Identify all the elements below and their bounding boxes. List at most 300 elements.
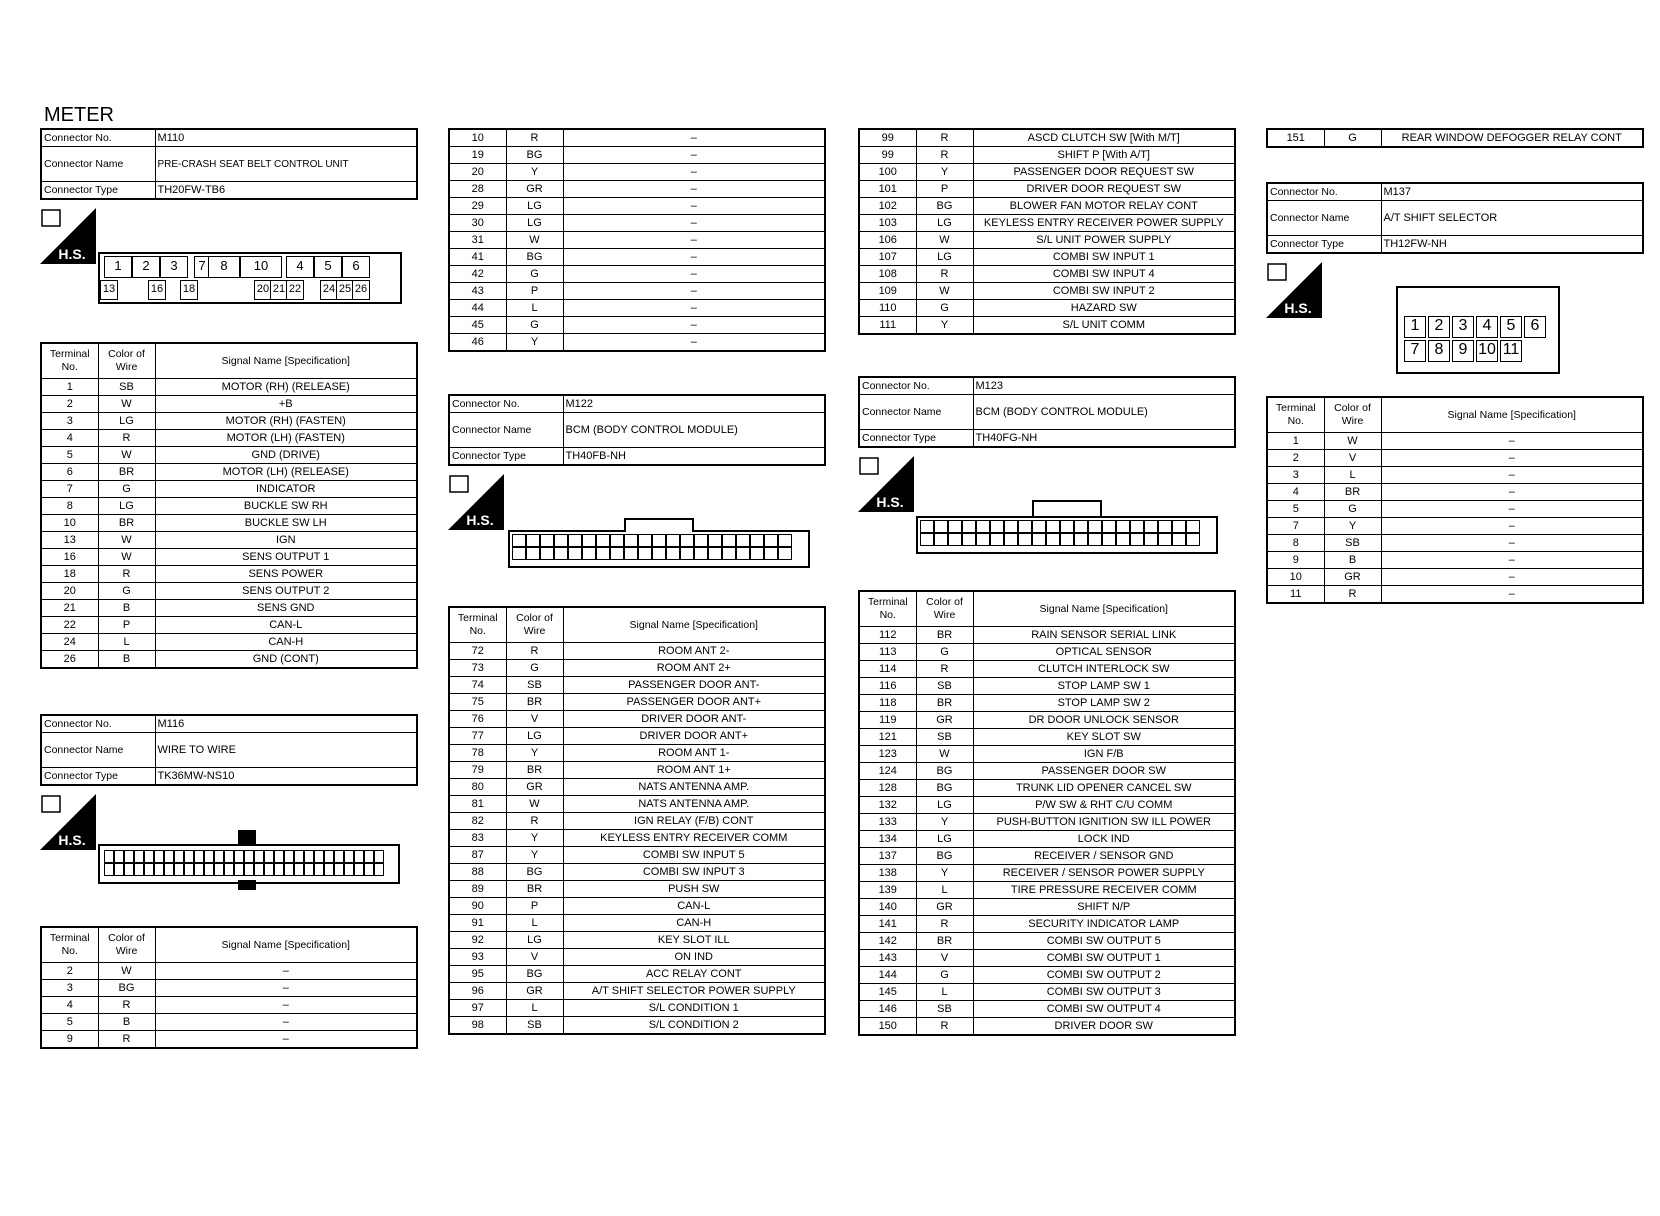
cavity: 5 (314, 256, 342, 278)
wire-color: W (1324, 433, 1381, 450)
table-header-row (41, 343, 417, 379)
wire-color: SB (916, 1001, 973, 1018)
cavity (184, 863, 194, 876)
harness-side-icon (858, 456, 914, 512)
table-row (859, 763, 1235, 780)
cavity (948, 533, 962, 546)
wire-color: SB (916, 729, 973, 746)
connector-latch (624, 518, 694, 532)
table-row (449, 915, 825, 932)
signal-name: – (1381, 467, 1643, 484)
table-row (859, 780, 1235, 797)
cavity: 4 (1476, 316, 1498, 338)
hs-label: H.S. (466, 512, 494, 528)
cavity (1032, 533, 1046, 546)
cavity (610, 534, 624, 547)
table-row (859, 678, 1235, 695)
cavity (164, 863, 174, 876)
cavity (764, 534, 778, 547)
table-row (859, 695, 1235, 712)
signal-name: ROOM ANT 2+ (563, 660, 825, 677)
table-row (449, 898, 825, 915)
hs-label: H.S. (58, 832, 86, 848)
cavity (666, 547, 680, 560)
connector-no-value: M123 (973, 377, 1235, 395)
table-row (449, 198, 825, 215)
signal-name: TRUNK LID OPENER CANCEL SW (973, 780, 1235, 797)
table-row (859, 746, 1235, 763)
connector-name-value: A/T SHIFT SELECTOR (1381, 201, 1643, 236)
terminal-table-m116 (40, 926, 418, 1049)
terminal-no: 7 (41, 481, 98, 498)
table-row (859, 215, 1235, 232)
wire-color: R (98, 1031, 155, 1049)
harness-side-icon (1266, 262, 1322, 318)
table-row (1267, 518, 1643, 535)
cavity: 3 (1452, 316, 1474, 338)
label-connector-type: Connector Type (449, 448, 563, 466)
signal-name: – (1381, 450, 1643, 467)
label-connector-name: Connector Name (1267, 201, 1381, 236)
table-row (859, 317, 1235, 335)
cavity (934, 533, 948, 546)
cavity (364, 863, 374, 876)
wire-color: P (916, 181, 973, 198)
wire-color: BR (916, 627, 973, 644)
wire-color: Y (916, 814, 973, 831)
cavity: 1 (1404, 316, 1426, 338)
cavity (680, 547, 694, 560)
cavity (124, 863, 134, 876)
wire-color: G (916, 967, 973, 984)
terminal-no: 3 (41, 413, 98, 430)
cavity (154, 863, 164, 876)
cavity: 24 (320, 280, 338, 300)
cavity (722, 534, 736, 547)
signal-name: ROOM ANT 2- (563, 643, 825, 660)
signal-name: S/L UNIT POWER SUPPLY (973, 232, 1235, 249)
cavity (1116, 533, 1130, 546)
table-row (859, 1001, 1235, 1018)
wire-color: BG (506, 966, 563, 983)
cavity (624, 534, 638, 547)
cavity (224, 850, 234, 863)
cavity (764, 547, 778, 560)
wire-color: Y (916, 164, 973, 181)
terminal-table-m122 (448, 606, 826, 1035)
signal-name: MOTOR (RH) (FASTEN) (155, 413, 417, 430)
terminal-no: 44 (449, 300, 506, 317)
table-row (859, 661, 1235, 678)
table-row (449, 932, 825, 949)
wire-color: Y (916, 317, 973, 335)
cavity (1018, 533, 1032, 546)
wire-color: LG (916, 831, 973, 848)
cavity (1102, 520, 1116, 533)
wire-color: LG (98, 498, 155, 515)
terminal-no: 88 (449, 864, 506, 881)
table-row (41, 963, 417, 980)
label-connector-type: Connector Type (1267, 236, 1381, 254)
connector-no-value: M122 (563, 395, 825, 413)
signal-name: PUSH SW (563, 881, 825, 898)
cavity (1102, 533, 1116, 546)
header-color-of-wire: Color of Wire (1324, 397, 1381, 433)
connector-info-m110 (40, 128, 418, 200)
signal-name: – (155, 980, 417, 997)
header-terminal-no: Terminal No. (449, 607, 506, 643)
header-signal-name: Signal Name [Specification] (563, 607, 825, 643)
cavity (722, 547, 736, 560)
cavity (610, 547, 624, 560)
terminal-no: 146 (859, 1001, 916, 1018)
table-row (41, 1014, 417, 1031)
terminal-no: 8 (41, 498, 98, 515)
signal-name: PASSENGER DOOR REQUEST SW (973, 164, 1235, 181)
signal-name: INDICATOR (155, 481, 417, 498)
hand-icon (42, 210, 60, 226)
terminal-no: 83 (449, 830, 506, 847)
table-header-row (449, 607, 825, 643)
table-row (859, 627, 1235, 644)
connector-cavities-m122 (512, 534, 802, 560)
signal-name: SENS OUTPUT 2 (155, 583, 417, 600)
terminal-no: 124 (859, 763, 916, 780)
cavity (274, 863, 284, 876)
cavity (990, 533, 1004, 546)
table-row (449, 966, 825, 983)
hs-label: H.S. (1284, 300, 1312, 316)
cavity (596, 534, 610, 547)
wire-color: SB (506, 1017, 563, 1035)
terminal-no: 8 (1267, 535, 1324, 552)
signal-name: – (563, 249, 825, 266)
terminal-no: 1 (41, 379, 98, 396)
terminal-no: 26 (41, 651, 98, 669)
wire-color: LG (916, 215, 973, 232)
wire-color: SB (1324, 535, 1381, 552)
cavity (1186, 533, 1200, 546)
signal-name: – (563, 317, 825, 334)
table-row (41, 532, 417, 549)
signal-name: CLUTCH INTERLOCK SW (973, 661, 1235, 678)
cavity (778, 534, 792, 547)
cavity (284, 850, 294, 863)
signal-name: – (563, 266, 825, 283)
wire-color: V (506, 711, 563, 728)
signal-name: ROOM ANT 1- (563, 745, 825, 762)
terminal-no: 43 (449, 283, 506, 300)
table-row (859, 198, 1235, 215)
table-row (859, 848, 1235, 865)
signal-name: REAR WINDOW DEFOGGER RELAY CONT (1381, 129, 1643, 147)
table-row (1267, 552, 1643, 569)
table-row (859, 712, 1235, 729)
terminal-no: 121 (859, 729, 916, 746)
table-row (859, 916, 1235, 933)
connector-type-value: TH40FG-NH (973, 430, 1235, 448)
cavity (344, 850, 354, 863)
connector-type-value: TK36MW-NS10 (155, 768, 417, 786)
table-row (41, 980, 417, 997)
wire-color: R (506, 813, 563, 830)
table-row (1267, 450, 1643, 467)
signal-name: GND (CONT) (155, 651, 417, 669)
wire-color: R (506, 643, 563, 660)
wire-color: LG (916, 797, 973, 814)
signal-name: SENS POWER (155, 566, 417, 583)
signal-name: NATS ANTENNA AMP. (563, 779, 825, 796)
terminal-no: 140 (859, 899, 916, 916)
wire-color: R (916, 266, 973, 283)
table-row (859, 129, 1235, 147)
cavity (1158, 520, 1172, 533)
signal-name: – (155, 1031, 417, 1049)
signal-name: – (1381, 501, 1643, 518)
signal-name: COMBI SW OUTPUT 2 (973, 967, 1235, 984)
table-row (449, 232, 825, 249)
terminal-no: 91 (449, 915, 506, 932)
cavity (234, 863, 244, 876)
terminal-no: 4 (41, 430, 98, 447)
table-row (449, 181, 825, 198)
signal-name: – (155, 997, 417, 1014)
signal-name: DR DOOR UNLOCK SENSOR (973, 712, 1235, 729)
cavity (638, 547, 652, 560)
table-row (449, 847, 825, 864)
cavity: 13 (100, 280, 118, 300)
terminal-no: 31 (449, 232, 506, 249)
wire-color: SB (98, 379, 155, 396)
header-color-of-wire: Color of Wire (98, 343, 155, 379)
signal-name: – (563, 215, 825, 232)
table-row (859, 266, 1235, 283)
table-row (449, 215, 825, 232)
wire-color: GR (506, 181, 563, 198)
terminal-no: 13 (41, 532, 98, 549)
signal-name: COMBI SW OUTPUT 1 (973, 950, 1235, 967)
cavity (334, 863, 344, 876)
cavity: 2 (132, 256, 160, 278)
signal-name: PUSH-BUTTON IGNITION SW ILL POWER (973, 814, 1235, 831)
terminal-no: 19 (449, 147, 506, 164)
terminal-no: 103 (859, 215, 916, 232)
connector-type-value: TH12FW-NH (1381, 236, 1643, 254)
terminal-no: 1 (1267, 433, 1324, 450)
wire-color: G (98, 583, 155, 600)
signal-name: IGN RELAY (F/B) CONT (563, 813, 825, 830)
signal-name: KEYLESS ENTRY RECEIVER COMM (563, 830, 825, 847)
cavity (364, 850, 374, 863)
table-row (449, 711, 825, 728)
table-row (859, 950, 1235, 967)
cavity (582, 547, 596, 560)
wire-color: B (98, 1014, 155, 1031)
signal-name: COMBI SW OUTPUT 4 (973, 1001, 1235, 1018)
terminal-no: 109 (859, 283, 916, 300)
signal-name: – (563, 300, 825, 317)
terminal-no: 4 (41, 997, 98, 1014)
cavity (144, 863, 154, 876)
table-row (859, 164, 1235, 181)
cavity (1172, 533, 1186, 546)
wire-color: V (506, 949, 563, 966)
table-row (859, 984, 1235, 1001)
cavity (204, 863, 214, 876)
wire-color: W (506, 796, 563, 813)
table-row (41, 651, 417, 669)
signal-name: BLOWER FAN MOTOR RELAY CONT (973, 198, 1235, 215)
wire-color: R (916, 1018, 973, 1036)
table-row (41, 447, 417, 464)
cavity: 6 (342, 256, 370, 278)
hs-triangle-icon (1266, 262, 1322, 318)
table-row (449, 694, 825, 711)
terminal-no: 5 (41, 447, 98, 464)
cavity: 8 (1428, 340, 1450, 362)
signal-name: MOTOR (LH) (RELEASE) (155, 464, 417, 481)
signal-name: ACC RELAY CONT (563, 966, 825, 983)
terminal-no: 28 (449, 181, 506, 198)
terminal-no: 11 (1267, 586, 1324, 604)
table-row (41, 464, 417, 481)
label-connector-name: Connector Name (449, 413, 563, 448)
terminal-no: 145 (859, 984, 916, 1001)
cavity (750, 547, 764, 560)
connector-face-m110 (98, 252, 402, 304)
label-connector-no: Connector No. (859, 377, 973, 395)
signal-name: PASSENGER DOOR ANT+ (563, 694, 825, 711)
signal-name: DRIVER DOOR SW (973, 1018, 1235, 1036)
table-row (41, 379, 417, 396)
terminal-table-m110 (40, 342, 418, 669)
wire-color: GR (506, 779, 563, 796)
cavity (1130, 533, 1144, 546)
table-row (449, 1017, 825, 1035)
cavity (104, 863, 114, 876)
hand-icon (1268, 264, 1286, 280)
terminal-no: 2 (41, 396, 98, 413)
terminal-no: 108 (859, 266, 916, 283)
connector-lock-tab (238, 880, 256, 890)
terminal-no: 18 (41, 566, 98, 583)
cavity (1004, 533, 1018, 546)
cavity (144, 850, 154, 863)
connector-cavities-m137 (1404, 316, 1548, 362)
signal-name: PASSENGER DOOR ANT- (563, 677, 825, 694)
connector-name-value: WIRE TO WIRE (155, 733, 417, 768)
header-signal-name: Signal Name [Specification] (973, 591, 1235, 627)
terminal-no: 95 (449, 966, 506, 983)
label-connector-type: Connector Type (41, 768, 155, 786)
cavity (244, 863, 254, 876)
cavity (666, 534, 680, 547)
connector-info-m123 (858, 376, 1236, 448)
table-row (859, 814, 1235, 831)
table-row (449, 796, 825, 813)
cavity (526, 534, 540, 547)
header-terminal-no: Terminal No. (859, 591, 916, 627)
signal-name: – (563, 129, 825, 147)
signal-name: COMBI SW INPUT 1 (973, 249, 1235, 266)
cavity (680, 534, 694, 547)
signal-name: – (563, 283, 825, 300)
terminal-no: 144 (859, 967, 916, 984)
table-header-row (859, 591, 1235, 627)
terminal-no: 3 (1267, 467, 1324, 484)
cavity: 26 (352, 280, 370, 300)
connector-name-value: BCM (BODY CONTROL MODULE) (563, 413, 825, 448)
wire-color: L (506, 300, 563, 317)
wire-color: BR (916, 695, 973, 712)
wire-color: W (98, 532, 155, 549)
signal-name: IGN F/B (973, 746, 1235, 763)
connector-cavities-m123 (920, 520, 1210, 546)
wire-color: R (98, 430, 155, 447)
signal-name: – (1381, 433, 1643, 450)
hand-icon (450, 476, 468, 492)
cavity (254, 863, 264, 876)
terminal-no: 102 (859, 198, 916, 215)
table-row (449, 129, 825, 147)
table-row (449, 881, 825, 898)
cavity: 25 (336, 280, 354, 300)
terminal-no: 10 (449, 129, 506, 147)
table-row (449, 164, 825, 181)
hs-triangle-icon (448, 474, 504, 530)
wire-color: B (98, 600, 155, 617)
terminal-no: 138 (859, 865, 916, 882)
signal-name: BUCKLE SW LH (155, 515, 417, 532)
connector-type-value: TH40FB-NH (563, 448, 825, 466)
table-row (859, 147, 1235, 164)
signal-name: DRIVER DOOR ANT- (563, 711, 825, 728)
label-connector-type: Connector Type (41, 182, 155, 200)
signal-name: – (563, 164, 825, 181)
wire-color: L (916, 984, 973, 1001)
signal-name: – (563, 198, 825, 215)
table-header-row (1267, 397, 1643, 433)
terminal-no: 73 (449, 660, 506, 677)
cavity: 3 (160, 256, 188, 278)
connector-lock-tab (238, 830, 256, 844)
wire-color: G (916, 644, 973, 661)
table-row (41, 617, 417, 634)
terminal-no: 112 (859, 627, 916, 644)
terminal-no: 113 (859, 644, 916, 661)
cavity (1046, 520, 1060, 533)
table-row (859, 249, 1235, 266)
table-row (449, 266, 825, 283)
wire-color: BG (506, 147, 563, 164)
terminal-no: 6 (41, 464, 98, 481)
table-row (449, 813, 825, 830)
terminal-no: 76 (449, 711, 506, 728)
cavity (920, 520, 934, 533)
signal-name: – (1381, 569, 1643, 586)
terminal-no: 10 (41, 515, 98, 532)
wire-color: B (98, 651, 155, 669)
signal-name: CAN-H (563, 915, 825, 932)
cavity: 1 (104, 256, 132, 278)
signal-name: MOTOR (RH) (RELEASE) (155, 379, 417, 396)
wire-color: R (916, 147, 973, 164)
cavity (314, 863, 324, 876)
signal-name: – (1381, 586, 1643, 604)
terminal-no: 110 (859, 300, 916, 317)
terminal-no: 116 (859, 678, 916, 695)
cavity (294, 850, 304, 863)
